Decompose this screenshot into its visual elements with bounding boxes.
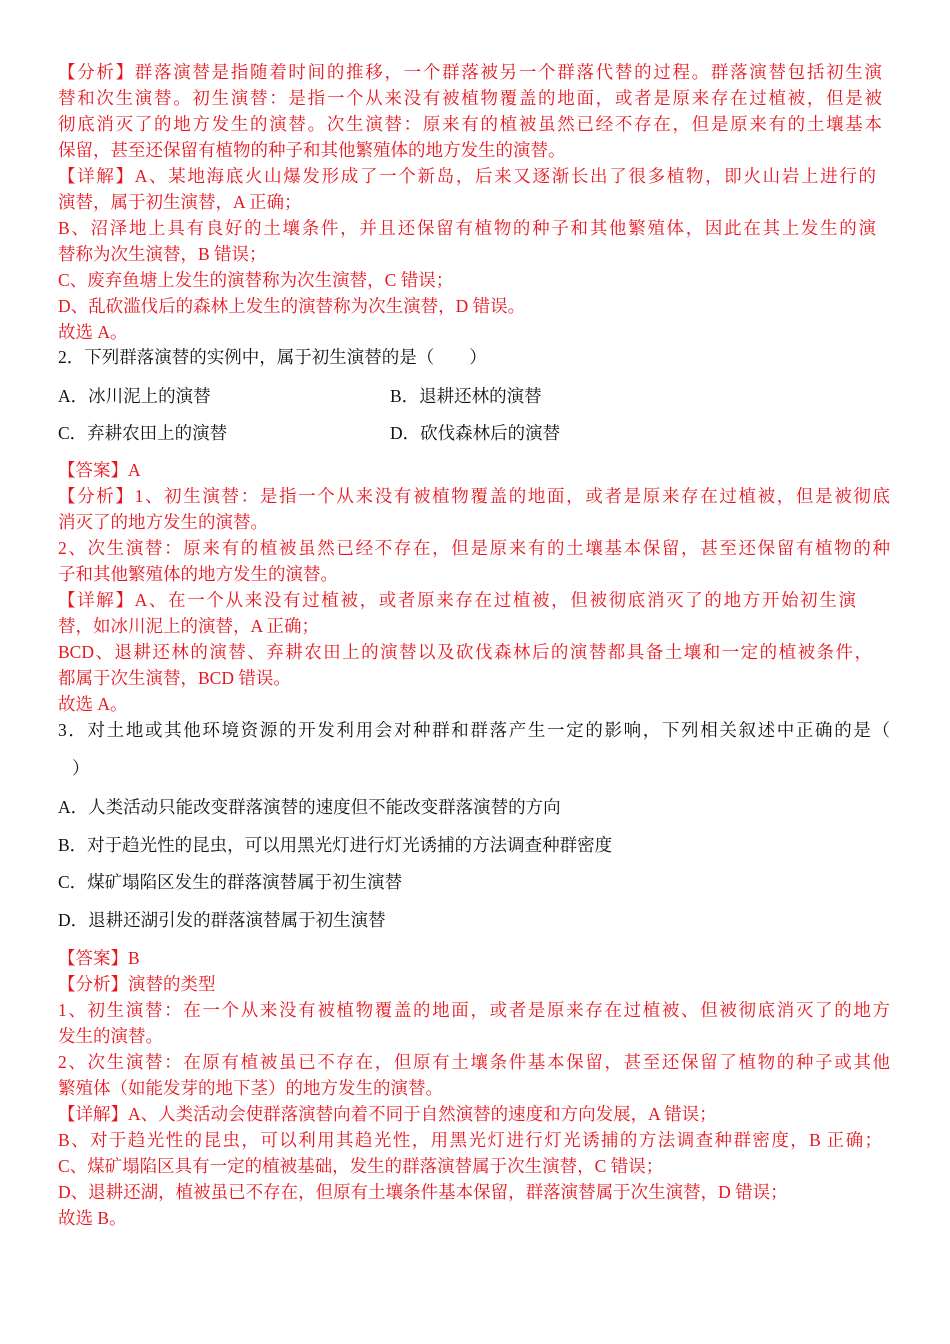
text-line: 【详解】A、某地海底火山爆发形成了一个新岛，后来又逐渐长出了很多植物，即火山岩上进行的 xyxy=(58,166,876,186)
text-line: 保留，甚至还保留有植物的种子和其他繁殖体的地方发生的演替。 xyxy=(58,140,566,160)
text-line: 1、初生演替：在一个从来没有被植物覆盖的地面，或者是原来存在过植被、但被彻底消灭了的地方 xyxy=(58,1000,890,1020)
option-d: D．砍伐森林后的演替 xyxy=(390,423,561,443)
text-line: 替称为次生演替，B 错误； xyxy=(58,244,267,264)
question-stem: 2．下列群落演替的实例中，属于初生演替的是（ ） xyxy=(58,347,487,367)
text-line: D、退耕还湖，植被虽已不存在，但原有土壤条件基本保留，群落演替属于次生演替，D 错误； xyxy=(58,1182,788,1202)
text-line: 子和其他繁殖体的地方发生的演替。 xyxy=(58,564,338,584)
text-line: 【分析】群落演替是指随着时间的推移，一个群落被另一个群落代替的过程。群落演替包括初生演 xyxy=(58,62,882,82)
text-line: 故选 A。 xyxy=(58,694,128,714)
answer: 【答案】A xyxy=(58,460,141,480)
text-line: 故选 B。 xyxy=(58,1208,127,1228)
text-line: B、沼泽地上具有良好的土壤条件，并且还保留有植物的种子和其他繁殖体，因此在其上发生的演 xyxy=(58,218,876,238)
option-b: B．退耕还林的演替 xyxy=(390,386,542,406)
text-line: 2、次生演替：原来有的植被虽然已经不存在，但是原来有的土壤基本保留，甚至还保留有植物的种 xyxy=(58,538,890,558)
option-c: C．煤矿塌陷区发生的群落演替属于初生演替 xyxy=(58,872,403,892)
text-line: 都属于次生演替，BCD 错误。 xyxy=(58,668,291,688)
text-line: 演替，属于初生演替，A 正确； xyxy=(58,192,302,212)
question-stem-cont: ） xyxy=(72,758,90,778)
text-line: C、废弃鱼塘上发生的演替称为次生演替，C 错误； xyxy=(58,270,454,290)
text-line: B、对于趋光性的昆虫，可以利用其趋光性，用黑光灯进行灯光诱捕的方法调查种群密度，B 正确； xyxy=(58,1130,882,1150)
text-line: 替和次生演替。初生演替：是指一个从来没有被植物覆盖的地面，或者是原来存在过植被，但是被 xyxy=(58,88,882,108)
text-line: 替，如冰川泥上的演替，A 正确； xyxy=(58,616,320,636)
text-line: 繁殖体（如能发芽的地下茎）的地方发生的演替。 xyxy=(58,1078,443,1098)
text-line: C、煤矿塌陷区具有一定的植被基础，发生的群落演替属于次生演替，C 错误； xyxy=(58,1156,664,1176)
text-line: 发生的演替。 xyxy=(58,1026,163,1046)
text-line: 【详解】A、人类活动会使群落演替向着不同于自然演替的速度和方向发展，A 错误； xyxy=(58,1104,717,1124)
text-line: 【分析】1、初生演替：是指一个从来没有被植物覆盖的地面，或者是原来存在过植被，但是被彻底 xyxy=(58,486,890,506)
text-line: 【分析】演替的类型 xyxy=(58,974,216,994)
text-line: 消灭了的地方发生的演替。 xyxy=(58,512,268,532)
text-line: D、乱砍滥伐后的森林上发生的演替称为次生演替，D 错误。 xyxy=(58,296,526,316)
option-a: A．人类活动只能改变群落演替的速度但不能改变群落演替的方向 xyxy=(58,797,561,817)
text-line: 彻底消灭了的地方发生的演替。次生演替：原来有的植被虽然已经不存在，但是原来有的土壤基本 xyxy=(58,114,882,134)
option-b: B．对于趋光性的昆虫，可以用黑光灯进行灯光诱捕的方法调查种群密度 xyxy=(58,835,613,855)
option-a: A．冰川泥上的演替 xyxy=(58,386,211,406)
option-d: D．退耕还湖引发的群落演替属于初生演替 xyxy=(58,910,386,930)
text-line: 【详解】A、在一个从来没有过植被，或者原来存在过植被，但被彻底消灭了的地方开始初生演 xyxy=(58,590,856,610)
question-stem: 3．对土地或其他环境资源的开发利用会对种群和群落产生一定的影响，下列相关叙述中正确的是（ xyxy=(58,720,890,740)
answer: 【答案】B xyxy=(58,948,140,968)
option-c: C．弃耕农田上的演替 xyxy=(58,423,228,443)
text-line: 2、次生演替：在原有植被虽已不存在，但原有土壤条件基本保留，甚至还保留了植物的种子或其他 xyxy=(58,1052,890,1072)
text-line: BCD、退耕还林的演替、弃耕农田上的演替以及砍伐森林后的演替都具备土壤和一定的植被条件， xyxy=(58,642,872,662)
text-line: 故选 A。 xyxy=(58,322,128,342)
